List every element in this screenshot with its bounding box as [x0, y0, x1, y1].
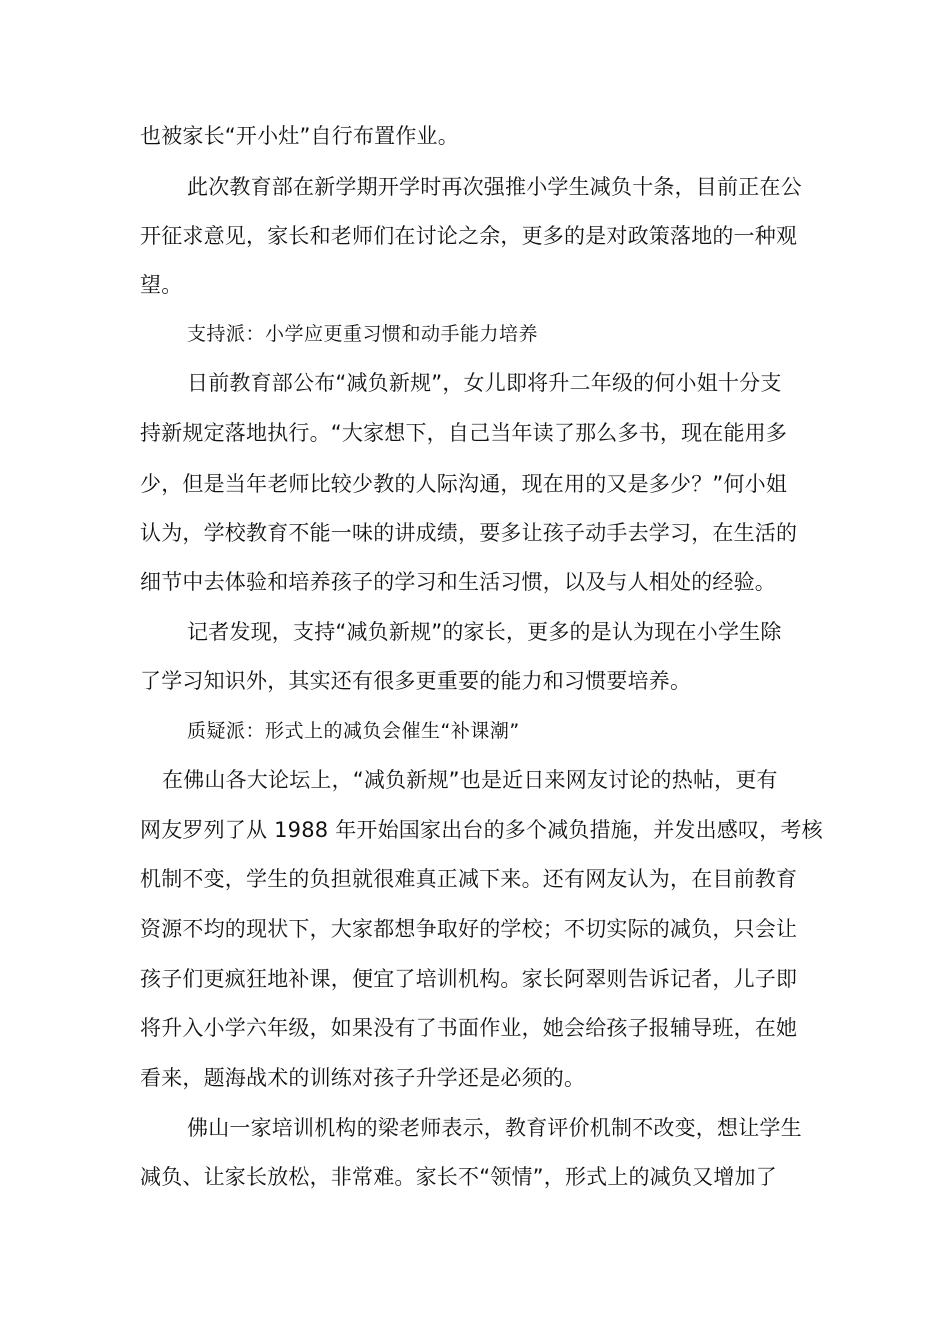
paragraph-line: 开征求意见，家长和老师们在讨论之余，更多的是对政策落地的一种观: [140, 224, 798, 248]
paragraph-line: 将升入小学六年级，如果没有了书面作业，她会给孩子报辅导班，在她: [140, 1016, 798, 1040]
paragraph-line: 少，但是当年老师比较少教的人际沟通，现在用的又是多少？”何小姐: [140, 472, 788, 496]
paragraph-line: 佛山一家培训机构的梁老师表示，教育评价机制不改变，想让学生: [187, 1116, 802, 1140]
paragraph-line: 在佛山各大论坛上，“减负新规”也是近日来网友讨论的热帖，更有: [162, 768, 778, 792]
paragraph-line: 此次教育部在新学期开学时再次强推小学生减负十条，目前正在公: [187, 175, 802, 199]
paragraph-line: 机制不变，学生的负担就很难真正减下来。还有网友认为，在目前教育: [140, 867, 798, 891]
paragraph-line: 网友罗列了从 1988 年开始国家出台的多个减负措施，并发出感叹，考核: [140, 818, 823, 842]
paragraph-line: 记者发现，支持“减负新规”的家长，更多的是认为现在小学生除: [187, 620, 782, 644]
paragraph-line: 日前教育部公布“减负新规”，女儿即将升二年级的何小姐十分支: [187, 371, 782, 395]
paragraph-line: 孩子们更疯狂地补课，便宜了培训机构。家长阿翠则告诉记者，儿子即: [140, 967, 798, 991]
paragraph-line: 看来，题海战术的训练对孩子升学还是必须的。: [140, 1066, 586, 1090]
paragraph-line: 也被家长“开小灶”自行布置作业。: [140, 124, 459, 148]
paragraph-line: 了学习知识外，其实还有很多更重要的能力和习惯要培养。: [140, 669, 692, 693]
paragraph-line: 认为，学校教育不能一味的讲成绩，要多让孩子动手去学习，在生活的: [140, 521, 798, 545]
paragraph-line: 望。: [140, 273, 183, 297]
paragraph-line: 持新规定落地执行。“大家想下，自己当年读了那么多书，现在能用多: [140, 421, 788, 445]
paragraph-line: 细节中去体验和培养孩子的学习和生活习惯，以及与人相处的经验。: [140, 570, 776, 594]
section-heading: 支持派：小学应更重习惯和动手能力培养: [187, 323, 539, 345]
section-heading: 质疑派：形式上的减负会催生“补课潮”: [187, 720, 520, 742]
paragraph-line: 减负、让家长放松，非常难。家长不“领情”，形式上的减负又增加了: [140, 1165, 777, 1189]
paragraph-line: 资源不均的现状下，大家都想争取好的学校；不切实际的减负，只会让: [140, 917, 798, 941]
